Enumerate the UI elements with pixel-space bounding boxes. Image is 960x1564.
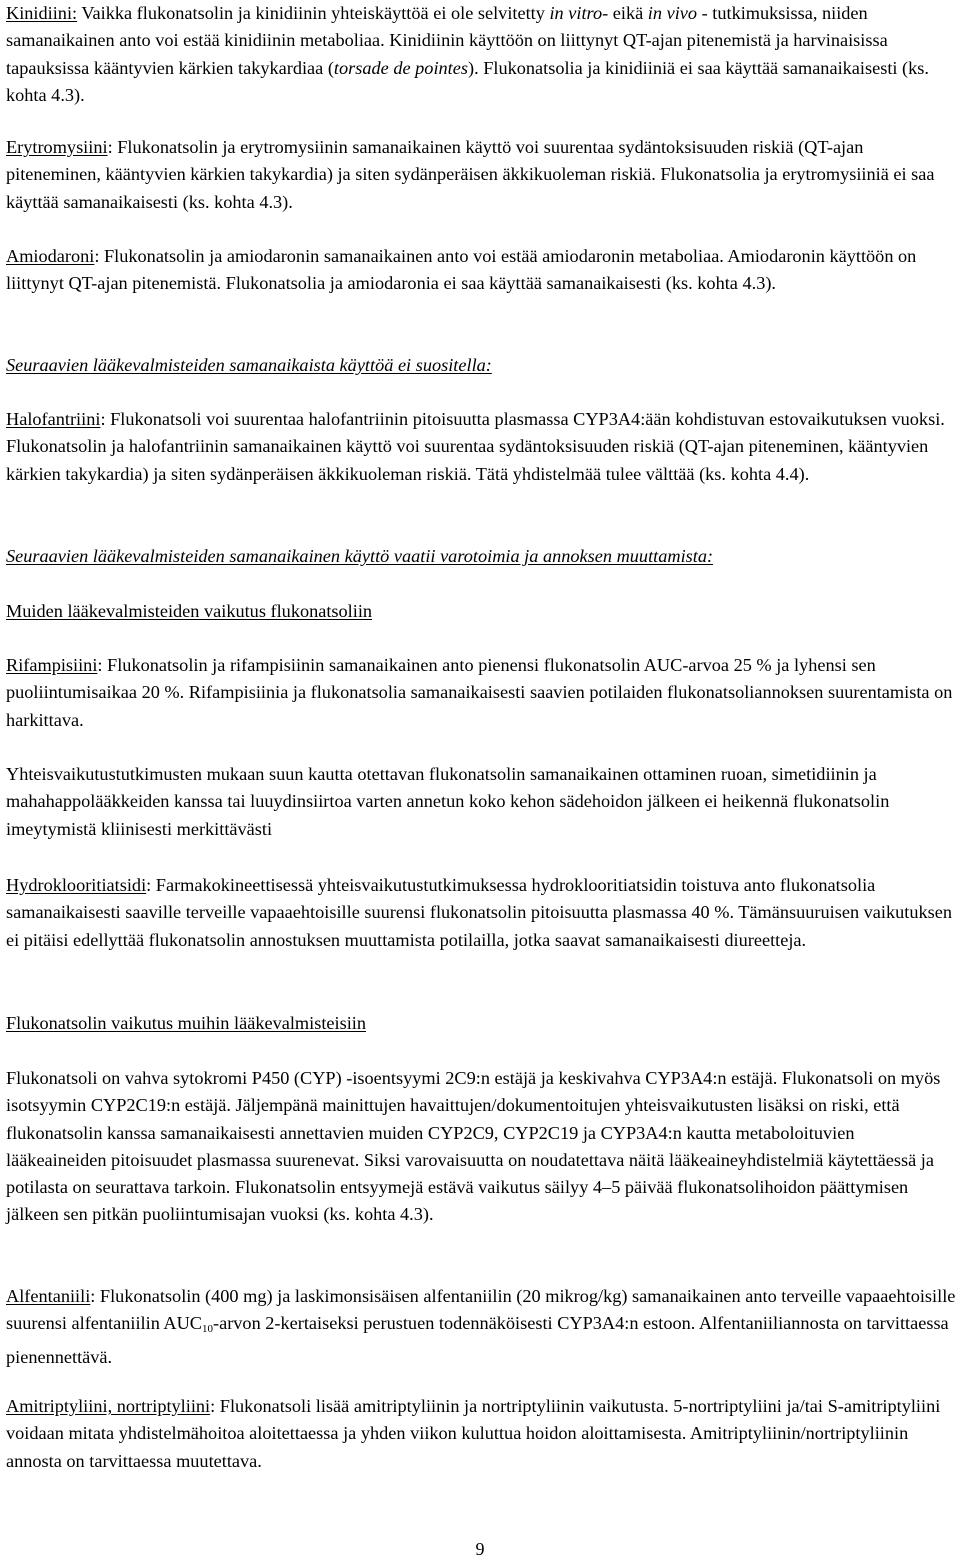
italic-text: torsade de pointes — [333, 57, 468, 78]
paragraph-cyp — [6, 1065, 958, 1229]
paragraph-text: : Flukonatsolin ja rifampisiinin samanaikainen anto pienensi flukonatsolin AUC-arvoa 25 % ja lyhensi sen puoliintumisaikaa 20 %. Rifampisiinia ja flukonatsolia samanaikaisesti saavien potilaiden flukonatsoliannoksen suurentamista on harkittava. — [6, 655, 953, 730]
paragraph-erytromysiini — [6, 134, 958, 216]
subscript-text: 10 — [202, 1323, 213, 1336]
paragraph-kinidiini — [6, 0, 958, 109]
paragraph-text: : Flukonatsolin (400 mg) ja laskimonsisäisen alfentaniilin (20 mikrog/kg) samanaikainen anto terveille vapaaehtoisille suurensi alfentaniilin AUC — [6, 1286, 956, 1334]
heading-not-recommended — [6, 352, 958, 379]
paragraph-text: -arvon 2-kertaiseksi perustuen todennäköisesti CYP3A4:n estoon. Alfentaniiliannosta on tarvittaessa pienennettävä. — [6, 1313, 949, 1367]
italic-text: in vitro — [549, 3, 603, 23]
paragraph-text: : Flukonatsoli voi suurentaa halofantriinin pitoisuutta plasmassa CYP3A4:ään kohdistuvan estovaikutuksen vuoksi. Flukonatsolin ja halofantriinin samanaikainen käyttö voi suurentaa sydäntoksisuuden riskiä (QT-ajan piteneminen, kääntyvien kärkien takykardia) ja siten sydänperäisen äkkikuoleman riskiä. Tätä yhdistelmää tulee välttää (ks. kohta 4.4). — [6, 409, 945, 484]
paragraph-halofantriini — [6, 406, 958, 488]
paragraph-alfentaniili — [6, 1283, 958, 1371]
paragraph-text: - tutkimuksissa, niiden samanaikainen anto voi estää kinidiinin metaboliaa. Kinidiinin käyttöön on liittynyt QT-ajan pitenemistä ja harvinaisissa tapauksissa kääntyvien kärkien takykardiaa ( — [6, 3, 888, 78]
term-amitriptyliini: Amitriptyliini, nortriptyliini — [6, 1396, 211, 1416]
paragraph-text: ). Flukonatsolia ja kinidiiniä ei saa käyttää samanaikaisesti (ks. kohta 4.3). — [6, 57, 929, 105]
heading-text: Flukonatsolin vaikutus muihin lääkevalmisteisiin — [6, 1013, 367, 1033]
term-amiodaroni: Amiodaroni — [6, 246, 95, 266]
paragraph-text: : Flukonatsoli lisää amitriptyliinin ja nortriptyliinin vaikutusta. 5-nortriptyliini ja/tai S-amitriptyliini voidaan mitata yhdistelmähoitoa aloitettaessa ja yhden viikon kuluttua hoidon aloittamisesta. Amitriptyliinin/nortriptyliinin annosta on tarvittaessa muutettava. — [6, 1396, 941, 1471]
heading-text: Seuraavien lääkevalmisteiden samanaikainen käyttö vaatii varotoimia ja annoksen muuttamista: — [6, 546, 714, 566]
term-halofantriini: Halofantriini — [6, 409, 101, 429]
paragraph-text: Flukonatsoli on vahva sytokromi P450 (CYP) -isoentsyymi 2C9:n estäjä ja keskivahva CYP3A4:n estäjä. Flukonatsoli on myös isotsyymin CYP2C19:n estäjä. Jäljempänä mainittujen havaittujen/dokumentoitujen yhteisvaikutusten lisäksi on riski, että flukonatsolin kanssa samanaikaisesti annettavien muiden CYP2C9, CYP2C19 ja CYP3A4:n kautta metaboloituvien lääkeaineiden pitoisuudet plasmassa suurenevat. Siksi varovaisuutta on noudatettava näitä lääkeaineyhdistelmiä käytettäessä ja potilasta on seurattava tarkoin. Flukonatsolin entsyymejä estävä vaikutus säilyy 4–5 päivää flukonatsolihoidon päättymisen jälkeen sen pitkän puoliintumisajan vuoksi (ks. kohta 4.3). — [6, 1068, 941, 1225]
page-number: 9 — [475, 1539, 485, 1559]
heading-text: Muiden lääkevalmisteiden vaikutus flukonatsoliin — [6, 601, 373, 621]
heading-effect-on-others — [6, 1010, 958, 1037]
term-erytromysiini: Erytromysiini — [6, 137, 108, 157]
paragraph-amitriptyliini — [6, 1393, 958, 1475]
term-kinidiini: Kinidiini: — [6, 3, 78, 23]
paragraph-yhteisvaikutus — [6, 761, 958, 843]
paragraph-amiodaroni — [6, 243, 958, 298]
heading-effect-on-fluconazole — [6, 598, 958, 625]
paragraph-text: : Flukonatsolin ja amiodaronin samanaikainen anto voi estää amiodaronin metaboliaa. Amiodaronin käyttöön on liittynyt QT-ajan pitenemistä. Flukonatsolia ja amiodaronia ei saa käyttää samanaikaisesti (ks. kohta 4.3). — [6, 246, 917, 294]
italic-text: in vivo — [647, 3, 698, 23]
paragraph-rifampisiini — [6, 652, 958, 734]
paragraph-text: : Flukonatsolin ja erytromysiinin samanaikainen käyttö voi suurentaa sydäntoksisuuden riskiä (QT-ajan piteneminen, kääntyvien kärkien takykardia) ja siten sydänperäisen äkkikuoleman riskiä. Flukonatsolia ja erytromysiiniä ei saa käyttää samanaikaisesti (ks. kohta 4.3). — [6, 137, 935, 212]
paragraph-text: Yhteisvaikutustutkimusten mukaan suun kautta otettavan flukonatsolin samanaikainen ottaminen ruoan, simetidiinin ja mahahappolääkkeiden kanssa tai luuydinsiirtoa varten annetun koko kehon sädehoidon jälkeen ei heikennä flukonatsolin imeytymistä kliinisesti merkittävästi — [6, 764, 890, 839]
paragraph-text: - eikä — [602, 3, 648, 23]
paragraph-text: Vaikka flukonatsolin ja kinidiinin yhteiskäyttöä ei ole selvitetty — [77, 3, 550, 23]
term-rifampisiini: Rifampisiini — [6, 655, 98, 675]
heading-precautions — [6, 543, 958, 570]
term-alfentaniili: Alfentaniili — [6, 1286, 91, 1306]
term-hydroklooritiatsidi: Hydroklooritiatsidi — [6, 875, 147, 895]
heading-text: Seuraavien lääkevalmisteiden samanaikaista käyttöä ei suositella: — [6, 355, 492, 375]
paragraph-text: : Farmakokineettisessä yhteisvaikutustutkimuksessa hydroklooritiatsidin toistuva anto flukonatsolia samanaikaisesti saaville terveille vapaaehtoisille suurensi flukonatsolin pitoisuutta plasmassa 40 %. Tämänsuuruisen vaikutuksen ei pitäisi edellyttää flukonatsolin annostuksen muuttamista potilailla, jotka saavat samanaikaisesti diureetteja. — [6, 875, 953, 950]
paragraph-hydroklooritiatsidi — [6, 872, 958, 954]
